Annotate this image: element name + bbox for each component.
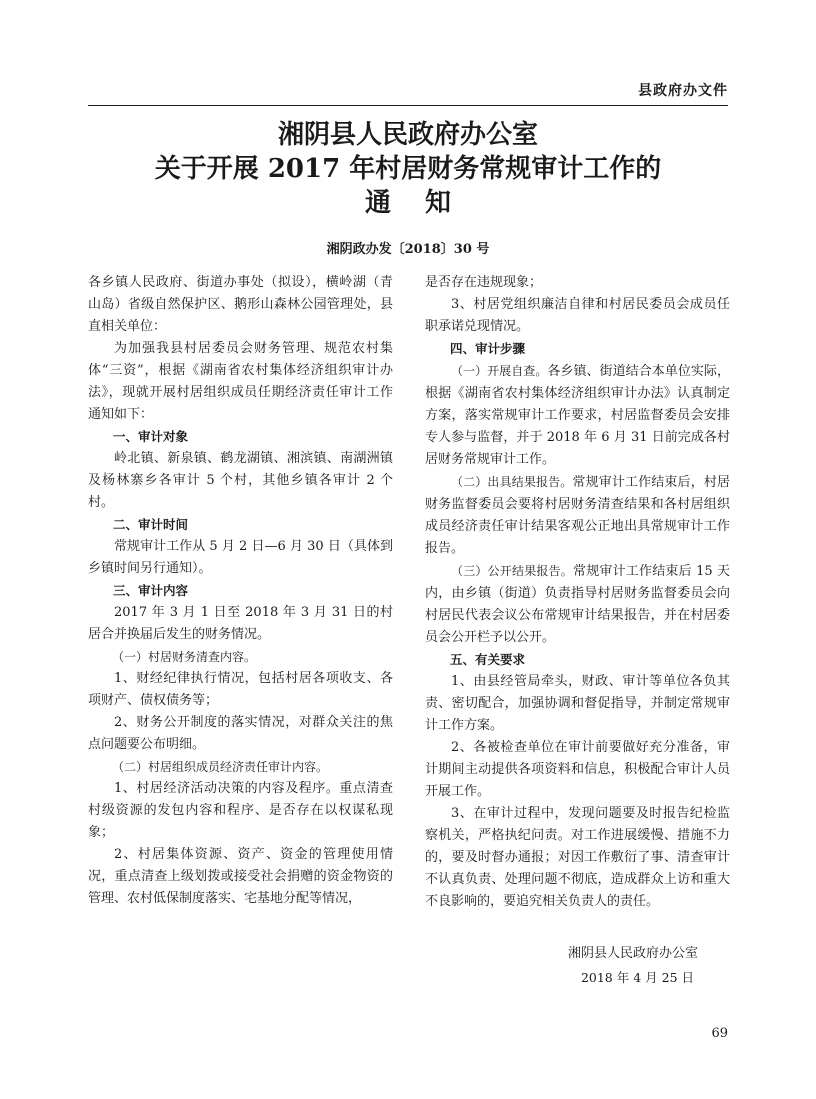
paragraph: 1、财经纪律执行情况，包括村居各项收支、各项财产、债权债务等； [88, 671, 393, 708]
paragraph: 常规审计工作从 5 月 2 日—6 月 30 日（具体到乡镇时间另行通知）。 [88, 539, 393, 576]
paragraph-text: 常规审计工作结束后，村居财务监督委员会要将村居财务清查结果和各村居组织成员经济责任审计结果客观公正地出具常规审计工作报告。 [425, 475, 730, 556]
paragraph: 岭北镇、新泉镇、鹤龙湖镇、湘滨镇、南湖洲镇及杨林寨乡各审计 5 个村，其他乡镇各审计 2 个村。 [88, 451, 393, 510]
paragraph: 2、财务公开制度的落实情况，对群众关注的焦点问题要公布明细。 [88, 715, 393, 752]
paragraph: 3、村居党组织廉洁自律和村居民委员会成员任职承诺兑现情况。 [425, 297, 730, 334]
paragraph [425, 360, 730, 471]
paragraph: 1、村居经济活动决策的内容及程序。重点清查村级资源的发包内容和程序、是否存在以权谋私现象； [88, 781, 393, 840]
signature-date: 2018 年 4 月 25 日 [580, 970, 694, 985]
paragraph: 2、各被检查单位在审计前要做好充分准备，审计期间主动提供各项资料和信息，积极配合审计人员开展工作。 [425, 740, 730, 799]
paragraph: 1、由县经管局牵头，财政、审计等单位各负其责、密切配合，加强协调和督促指导，并制定常规审计工作方案。 [425, 674, 730, 733]
left-column [88, 272, 393, 910]
inline-subheading: （三）公开结果报告。 [451, 564, 573, 578]
paragraph [425, 560, 730, 649]
paragraph-continued: 是否存在违规现象； [425, 275, 543, 290]
section-heading-1: 一、审计对象 [113, 429, 189, 444]
document-title [88, 118, 728, 220]
paragraph-text: 常规审计工作结束后 15 天内，由乡镇（街道）负责指导村居财务监督委员会向村居民代表会议公布常规审计结果报告，并在村居委员会公开栏予以公开。 [425, 564, 730, 645]
subheading: （二）村居组织成员经济责任审计内容。 [112, 760, 329, 774]
signature-org: 湘阴县人民政府办公室 [567, 946, 698, 961]
section-heading-5: 五、有关要求 [450, 652, 526, 667]
document-number: 湘阴政办发〔2018〕30 号 [326, 242, 490, 257]
paragraph: 3、在审计过程中，发现问题要及时报告纪检监察机关，严格执纪问责。对工作进展缓慢、措施不力的，要及时督办通报；对因工作敷衍了事、清查审计不认真负责、处理问题不彻底，造成群众上访和重大不良影响的，要追究相关负责人的责任。 [425, 806, 730, 909]
section-heading-2: 二、审计时间 [113, 517, 189, 532]
page-number: 69 [711, 1026, 728, 1041]
title-line-1: 湘阴县人民政府办公室 [277, 120, 538, 150]
title-line-3: 通知 [364, 188, 485, 218]
salutation: 各乡镇人民政府、街道办事处（拟设），横岭湖（青山岛）省级自然保护区、鹅形山森林公园管理处，县直相关单位： [88, 275, 393, 334]
right-column [425, 272, 730, 913]
section-heading-3: 三、审计内容 [113, 583, 189, 598]
paragraph [425, 471, 730, 560]
paragraph-text: 各乡镇、街道结合本单位实际，根据《湖南省农村集体经济组织审计办法》认真制定方案，落实常规审计工作要求，村居监督委员会安排专人参与监督，并于 2018 年 6 月 31 日前完成各村居财务常规审计工作。 [425, 364, 730, 467]
title-line-2: 关于开展 2017 年村居财务常规审计工作的 [154, 154, 662, 184]
section-label: 县政府办文件 [638, 83, 728, 99]
paragraph: 2017 年 3 月 1 日至 2018 年 3 月 31 日的村居合并换届后发生的财务情况。 [88, 605, 393, 642]
section-heading-4: 四、审计步骤 [450, 341, 526, 356]
inline-subheading: （二）出具结果报告。 [451, 475, 573, 489]
intro-paragraph: 为加强我县村居委员会财务管理、规范农村集体“三资”，根据《湖南省农村集体经济组织审计办法》，现就开展村居组织成员任期经济责任审计工作通知如下： [88, 341, 393, 422]
subheading: （一）村居财务清查内容。 [112, 650, 257, 664]
inline-subheading: （一）开展自查。 [451, 364, 548, 378]
header-rule [88, 105, 728, 106]
paragraph: 2、村居集体资源、资产、资金的管理使用情况，重点清查上级划拨或接受社会捐赠的资金物资的管理、农村低保制度落实、宅基地分配等情况， [88, 847, 393, 906]
